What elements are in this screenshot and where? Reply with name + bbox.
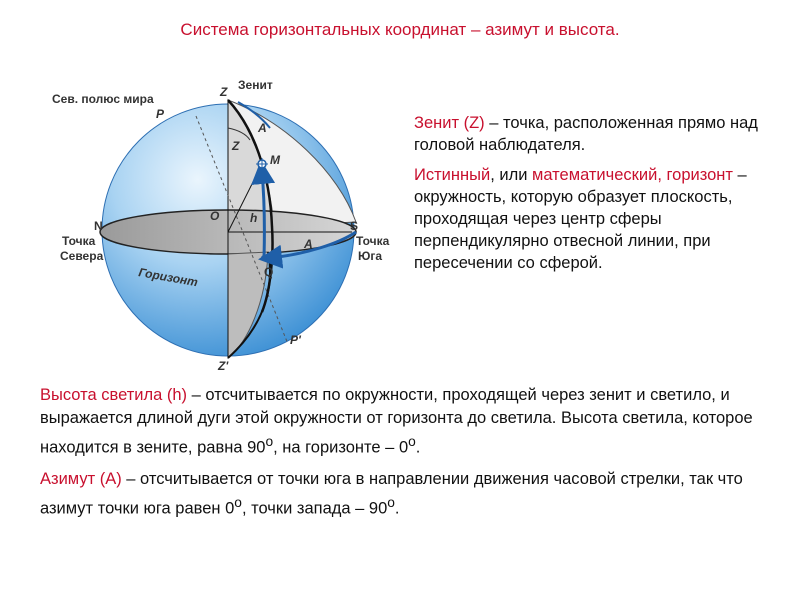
height-text: – отсчитывается по окружности, проходящей через зенит и светило, и выражается длиной дуги этой окружности от горизонта до светила. Высота светила, которое находится в зените, равна 90 xyxy=(40,386,753,457)
horizon-term-2: математический, горизонт xyxy=(532,166,733,184)
zenith-z-label: Z xyxy=(220,85,228,99)
horizon-definition xyxy=(414,164,790,274)
pole-p-label: P xyxy=(156,107,165,121)
azimuth-end: . xyxy=(394,499,400,517)
page-title: Система горизонтальных координат – азимут и высота. xyxy=(180,20,620,39)
point-q-label: Q xyxy=(264,265,274,279)
height-term: Высота светила (h) xyxy=(40,386,188,404)
zenith-distance-label: Z xyxy=(232,139,240,153)
azimuth-text-2: , точки запада – 90 xyxy=(241,499,388,517)
degree-sign: o xyxy=(408,434,416,449)
celestial-sphere-diagram xyxy=(38,72,410,372)
zenith-definition xyxy=(414,112,790,156)
south-point-label-1: Точка xyxy=(356,234,390,248)
zenith-word-label: Зенит xyxy=(238,78,273,92)
horizon-term-1: Истинный xyxy=(414,166,491,184)
height-definition xyxy=(40,384,780,460)
horizon-connector: , или xyxy=(490,166,533,184)
nadir-label: Z' xyxy=(218,359,229,372)
south-point-label-2: Юга xyxy=(358,249,383,263)
north-point-label-2: Севера xyxy=(60,249,104,263)
horizon-text: – окружность, которую образует плоскость, проходящая через центр сферы перпендикулярно отвесной линии, при пересечении со сферой. xyxy=(414,166,747,272)
azimuth-term: Азимут (A) xyxy=(40,469,122,488)
pole-p-bottom-label: P' xyxy=(290,333,301,347)
azimuth-a-mid-label: A xyxy=(304,237,313,251)
azimuth-text: – отсчитывается от точки юга в направлении движения часовой стрелки, так что азимут точки юга равен 0 xyxy=(40,469,743,517)
point-q-marker xyxy=(261,255,267,261)
height-text-2: , на горизонте – 0 xyxy=(273,438,409,457)
definitions-panel xyxy=(414,112,790,282)
azimuth-a-top-label: A xyxy=(258,121,267,135)
north-n-label: N xyxy=(94,219,103,233)
degree-sign: o xyxy=(387,494,395,510)
star-m-label: M xyxy=(270,153,280,167)
azimuth-definition xyxy=(40,468,780,521)
zenith-text: – точка, расположенная прямо над головой наблюдателя. xyxy=(414,114,758,154)
explanation-panel xyxy=(40,384,780,528)
zenith-term: Зенит (Z) xyxy=(414,114,485,132)
center-o-label: O xyxy=(210,209,220,223)
height-h-label: h xyxy=(250,211,258,225)
height-end: . xyxy=(415,438,421,457)
north-pole-label: Сев. полюс мира xyxy=(52,92,154,106)
horizon-label: Горизонт xyxy=(137,265,199,290)
north-point-label-1: Точка xyxy=(62,234,96,248)
degree-sign: o xyxy=(265,434,274,449)
degree-sign: o xyxy=(234,494,242,510)
south-s-label: S xyxy=(350,219,359,233)
